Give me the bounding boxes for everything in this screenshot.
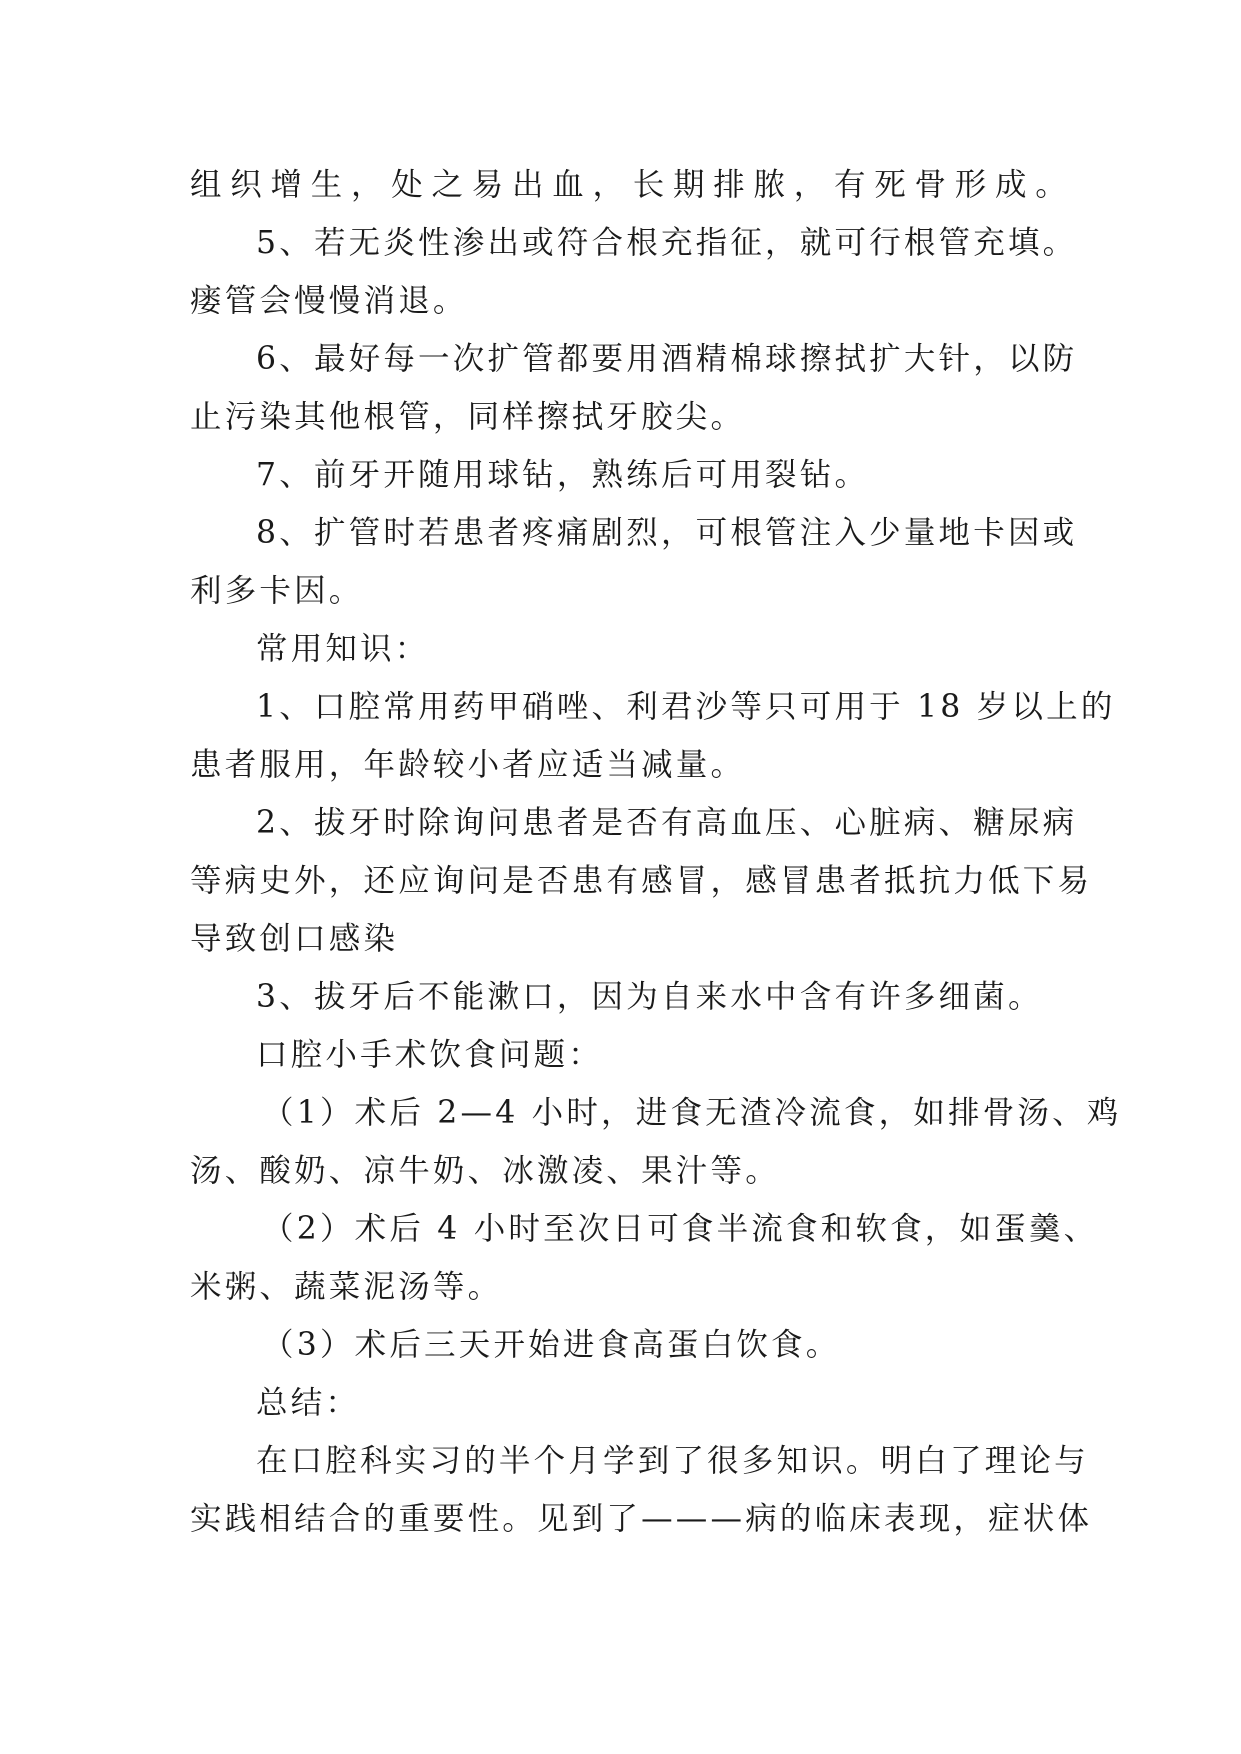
- text-line: 3、拔牙后不能漱口，因为自来水中含有许多细菌。: [256, 979, 1043, 1015]
- text-line: 8、扩管时若患者疼痛剧烈，可根管注入少量地卡因或: [256, 515, 1078, 551]
- text-line: 实践相结合的重要性。见到了———病的临床表现，症状体: [190, 1501, 1093, 1537]
- text-line: （3）术后三天开始进食高蛋白饮食。: [262, 1327, 841, 1363]
- text-line: 瘘管会慢慢消退。: [190, 283, 468, 319]
- text-line: 组织增生，处之易出血，长期排脓，有死骨形成。: [190, 167, 1070, 203]
- section-heading: 总结：: [256, 1385, 361, 1421]
- text-line: 6、最好每一次扩管都要用酒精棉球擦拭扩大针，以防: [256, 341, 1078, 377]
- text-line: 利多卡因。: [190, 573, 364, 609]
- text-line: 米粥、蔬菜泥汤等。: [190, 1269, 503, 1305]
- text-line: 2、拔牙时除询问患者是否有高血压、心脏病、糖尿病: [256, 805, 1078, 841]
- text-line: 1、口腔常用药甲硝唑、利君沙等只可用于 18 岁以上的: [256, 689, 1116, 725]
- text-line: 患者服用，年龄较小者应适当减量。: [190, 747, 746, 783]
- text-line: 5、若无炎性渗出或符合根充指征，就可行根管充填。: [256, 225, 1078, 261]
- section-heading: 口腔小手术饮食问题：: [256, 1037, 604, 1073]
- text-line: 等病史外，还应询问是否患有感冒，感冒患者抵抗力低下易: [190, 863, 1093, 899]
- text-line: 导致创口感染: [190, 921, 399, 957]
- text-line: 在口腔科实习的半个月学到了很多知识。明白了理论与: [256, 1443, 1089, 1479]
- text-line: （1）术后 2—4 小时，进食无渣冷流食，如排骨汤、鸡: [262, 1095, 1122, 1131]
- section-heading: 常用知识：: [256, 631, 430, 667]
- text-line: 汤、酸奶、凉牛奶、冰激凌、果汁等。: [190, 1153, 780, 1189]
- text-line: （2）术后 4 小时至次日可食半流食和软食，如蛋羹、: [262, 1211, 1099, 1247]
- text-line: 止污染其他根管，同样擦拭牙胶尖。: [190, 399, 746, 435]
- text-line: 7、前牙开随用球钻，熟练后可用裂钻。: [256, 457, 870, 493]
